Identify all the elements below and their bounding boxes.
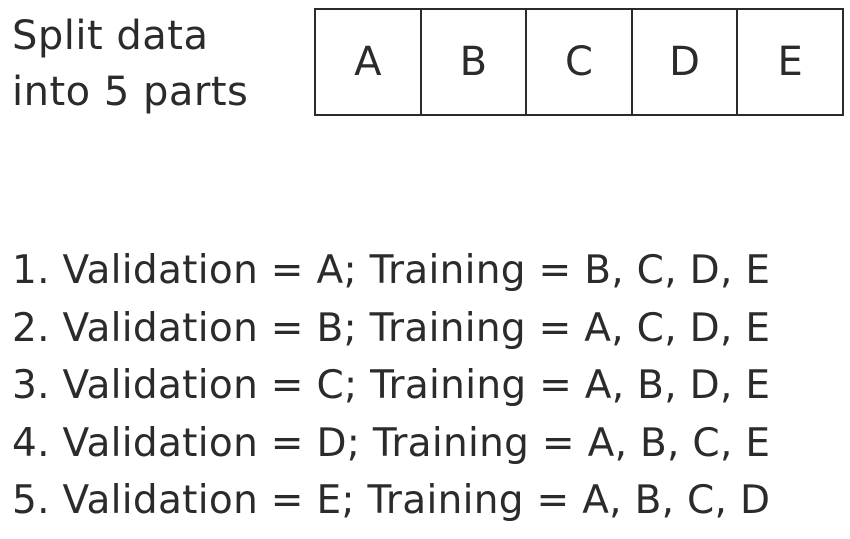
fold-5: 5. Validation = E; Training = A, B, C, D xyxy=(12,478,771,523)
split-title-line-2: into 5 parts xyxy=(12,69,249,115)
data-parts-table xyxy=(314,8,844,116)
part-e-cell: E xyxy=(777,39,803,85)
part-d-cell: D xyxy=(633,10,739,114)
fold-3: 3. Validation = C; Training = A, B, D, E xyxy=(12,363,771,408)
part-c-cell: C xyxy=(527,10,633,114)
fold-list xyxy=(12,242,842,530)
part-a-cell: A xyxy=(316,10,422,114)
split-title xyxy=(12,8,302,120)
fold-2: 2. Validation = B; Training = A, C, D, E xyxy=(12,305,771,351)
fold-1: 1. Validation = A; Training = B, C, D, E xyxy=(12,248,771,293)
split-title-line-1: Split data xyxy=(12,13,209,59)
fold-4: 4. Validation = D; Training = A, B, C, E xyxy=(12,420,771,466)
part-b-cell: B xyxy=(422,10,528,114)
